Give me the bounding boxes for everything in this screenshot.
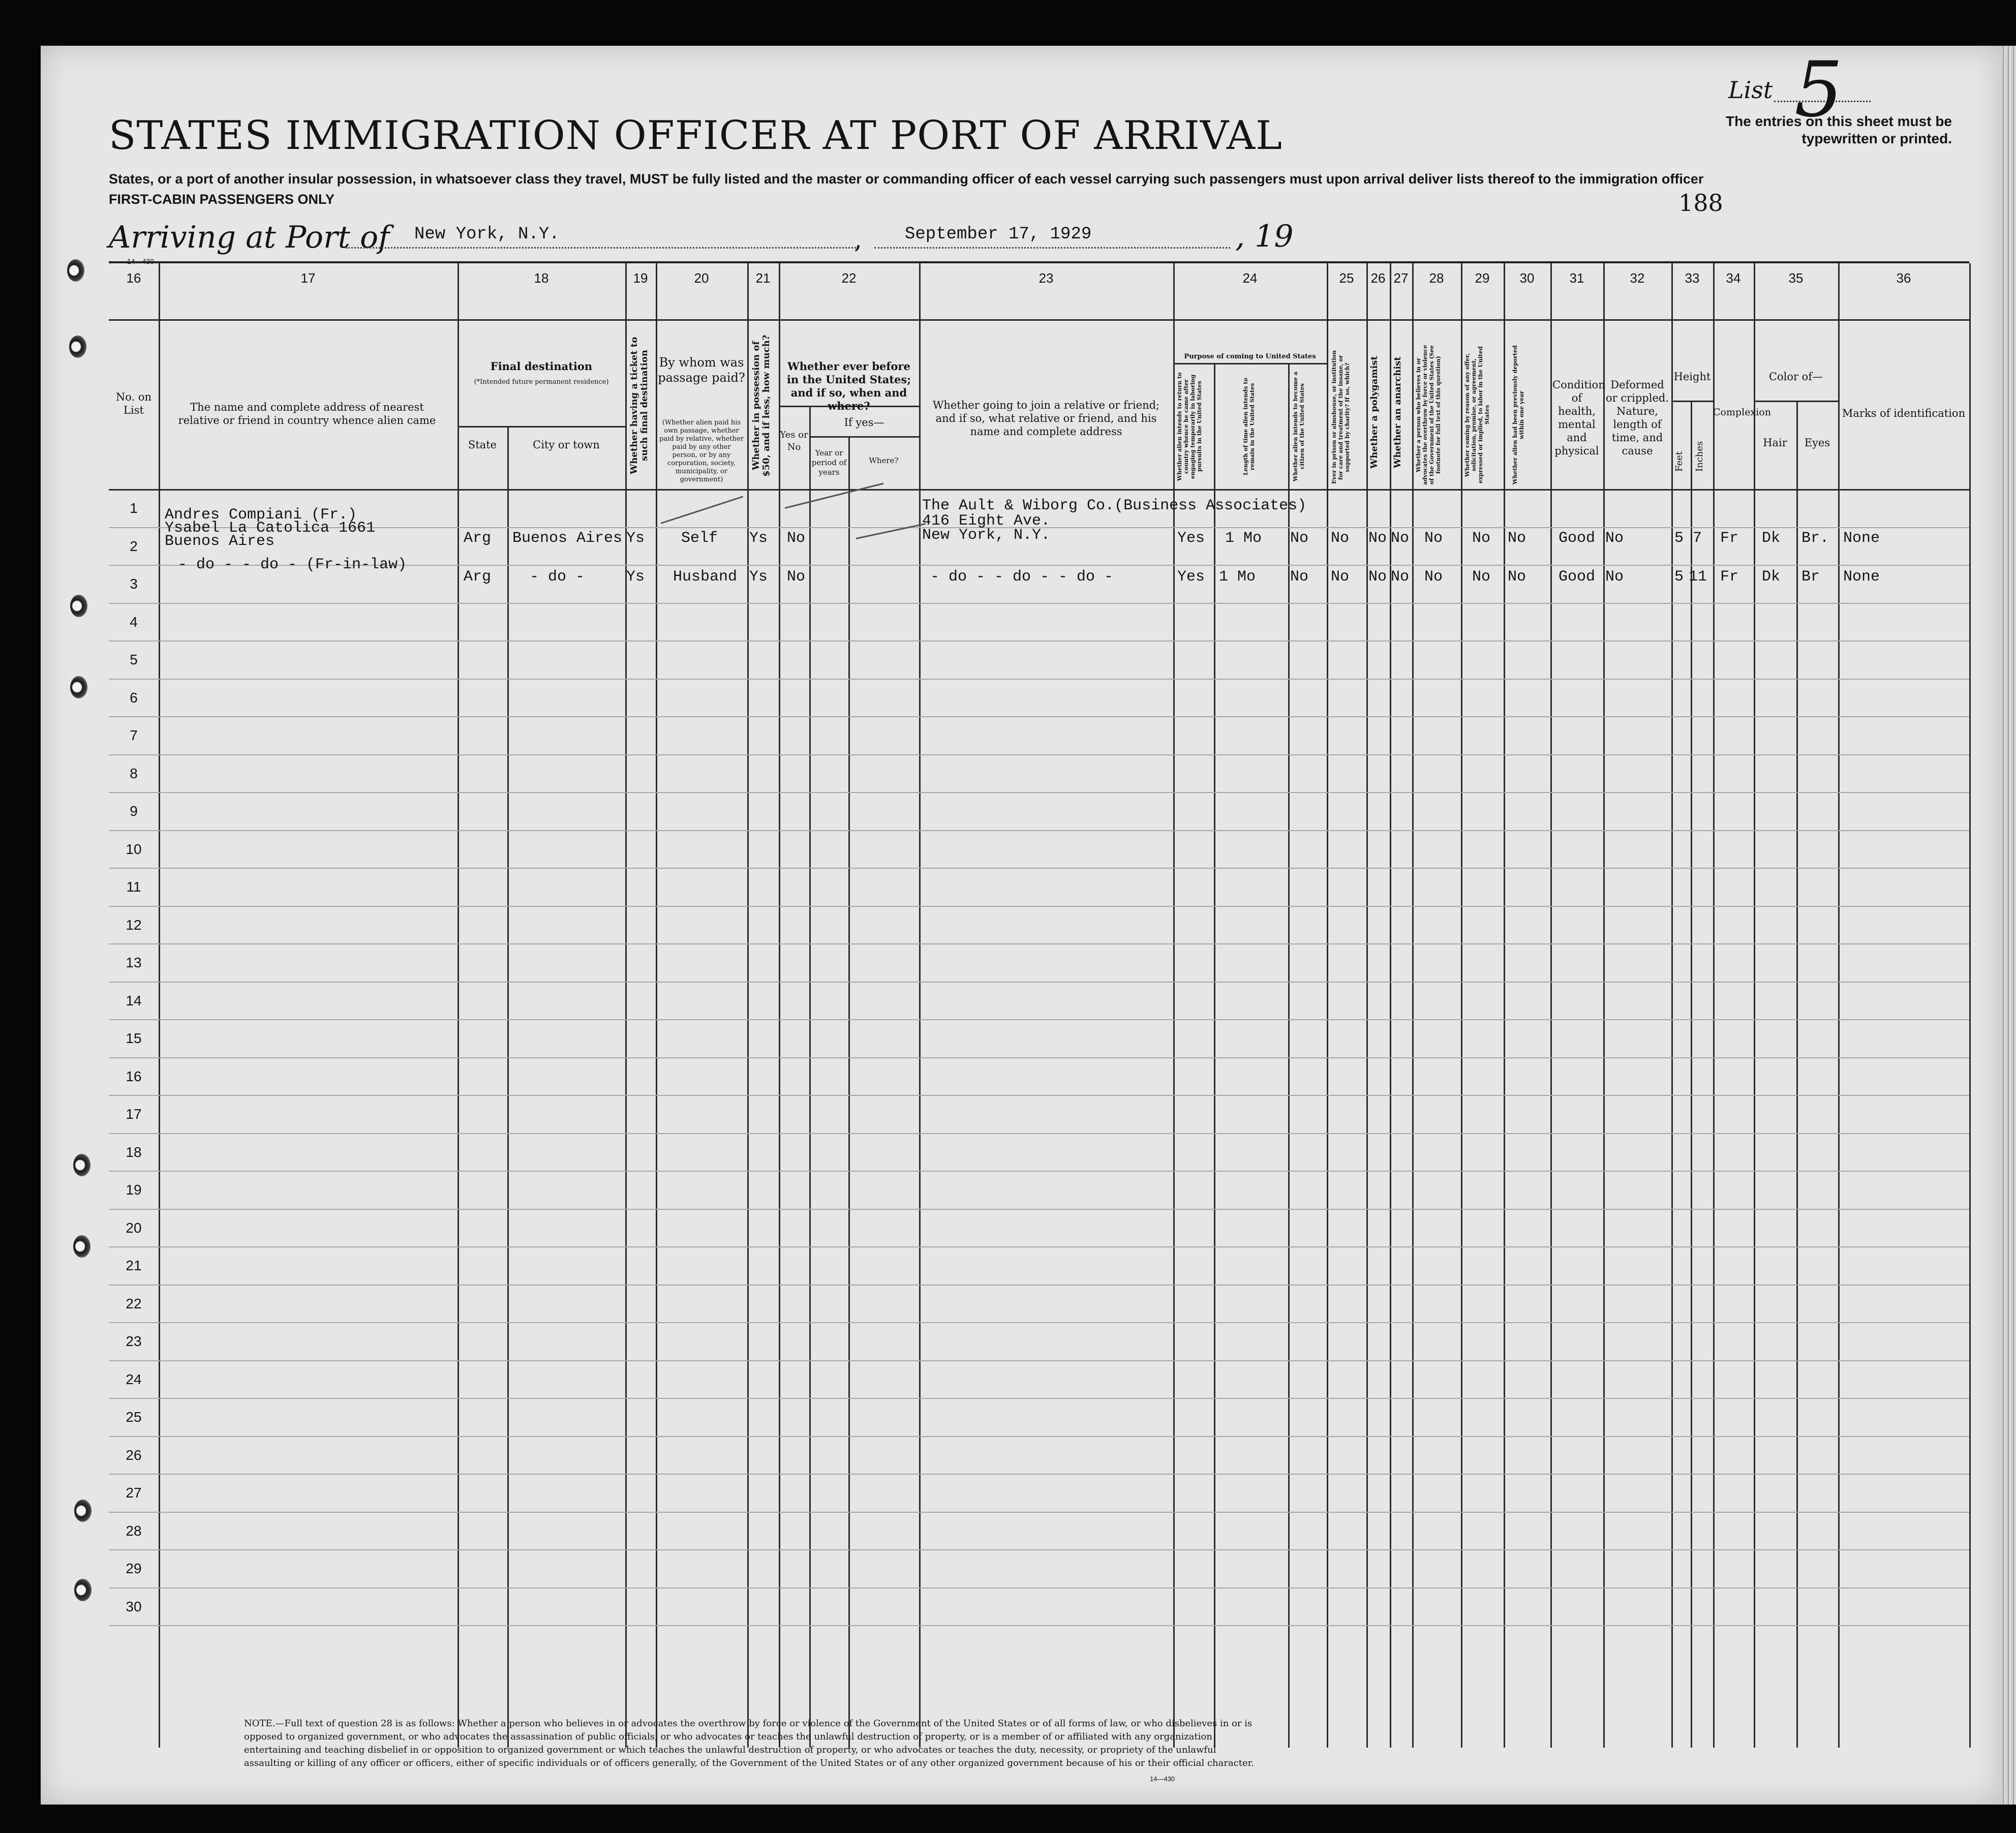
row-number: 2 xyxy=(130,538,138,554)
column-number: 36 xyxy=(1896,270,1911,286)
column-divider xyxy=(1550,263,1552,1748)
relative-name: Andres Compiani (Fr.) xyxy=(165,506,357,524)
polygamist-value: No xyxy=(1368,568,1387,586)
column-divider xyxy=(1504,263,1505,1748)
possession-value: Ys xyxy=(749,568,768,586)
arriving-label: Arriving at Port of xyxy=(109,220,390,255)
heading-overthrow: Whether a person who believes in or advocates the overthrow by force or violence of the Government of the United States (See footnote for full text of this question) xyxy=(1415,345,1442,485)
footer-form-number: 14—430 xyxy=(1150,1775,1175,1783)
inches-value: 7 xyxy=(1693,530,1702,547)
row-number: 6 xyxy=(130,689,138,706)
heading-polygamist: Whether a polygamist xyxy=(1369,356,1380,469)
row-rule xyxy=(109,868,1969,869)
column-divider xyxy=(1214,363,1215,1748)
overthrow-value: No xyxy=(1424,530,1443,547)
offer-value: No xyxy=(1472,530,1491,547)
heading-inches: Inches xyxy=(1694,441,1705,472)
length-value: 1 Mo xyxy=(1219,568,1256,586)
column-number: 28 xyxy=(1429,270,1444,286)
possession-value: Ys xyxy=(749,530,768,547)
row-number: 14 xyxy=(126,992,142,1009)
row-number: 23 xyxy=(126,1333,142,1349)
binder-hole-icon xyxy=(67,259,84,282)
heading-ever-before: Whether ever before in the United States; and if so, when and where? xyxy=(787,360,911,412)
join-address: 416 Eight Ave. xyxy=(922,512,1051,530)
heading-no-on-list: No. on List xyxy=(115,391,152,416)
table-rule xyxy=(109,489,1969,491)
heading-anarchist: Whether an anarchist xyxy=(1392,356,1403,468)
row-number: 12 xyxy=(126,916,142,933)
heading-if-yes: If yes— xyxy=(844,416,884,429)
instructions-line: FIRST-CABIN PASSENGERS ONLY xyxy=(109,192,335,207)
heading-complexion: Complexion xyxy=(1713,407,1771,418)
heading-by-whom: By whom was passage paid? xyxy=(658,355,745,385)
page-title: STATES IMMIGRATION OFFICER AT PORT OF ARRIVAL xyxy=(109,113,1282,159)
row-rule xyxy=(109,906,1969,907)
column-divider xyxy=(1288,363,1290,1748)
row-rule xyxy=(109,1285,1969,1286)
column-divider xyxy=(1412,263,1414,1748)
heading-yes-or-no: Yes or No xyxy=(780,430,808,452)
heading-eyes: Eyes xyxy=(1804,437,1830,449)
column-divider xyxy=(159,263,160,1748)
ever-before-value: No xyxy=(787,568,806,586)
table-rule xyxy=(809,436,919,438)
row-number: 3 xyxy=(130,576,138,592)
row-number: 5 xyxy=(130,652,138,667)
heading-feet: Feet xyxy=(1674,451,1685,472)
column-divider xyxy=(848,436,850,1748)
year-label: , 19 xyxy=(1235,219,1294,254)
column-number: 30 xyxy=(1519,270,1535,286)
row-rule xyxy=(109,830,1969,831)
row-rule xyxy=(109,1209,1969,1210)
binder-hole-icon xyxy=(74,1500,91,1522)
row-rule xyxy=(109,1587,1969,1588)
row-rule xyxy=(109,1171,1969,1172)
binder-hole-icon xyxy=(74,1579,91,1601)
row-number: 17 xyxy=(126,1106,142,1122)
join-city: New York, N.Y. xyxy=(922,527,1051,544)
column-divider xyxy=(1173,263,1175,1748)
row-rule xyxy=(109,943,1969,944)
deported-value: No xyxy=(1508,568,1526,586)
row-number: 13 xyxy=(126,955,142,970)
complexion-value: Fr xyxy=(1720,568,1739,586)
overthrow-value: No xyxy=(1424,568,1443,586)
row-rule xyxy=(109,1549,1969,1550)
column-divider xyxy=(747,263,749,1748)
polygamist-value: No xyxy=(1368,530,1387,547)
row-rule xyxy=(109,603,1969,604)
destination-city: Buenos Aires xyxy=(512,530,623,547)
column-number: 17 xyxy=(300,270,316,286)
heading-color-of: Color of— xyxy=(1768,371,1823,383)
row-number: 11 xyxy=(126,879,141,895)
row-rule xyxy=(109,754,1969,755)
heading-deformed: Deformed or crippled. Nature, length of time, and cause xyxy=(1605,379,1669,457)
binder-hole-icon xyxy=(70,595,87,617)
marks-value: None xyxy=(1843,530,1880,547)
row-number: 15 xyxy=(126,1030,142,1046)
column-number: 18 xyxy=(534,270,549,286)
column-number: 23 xyxy=(1038,270,1054,286)
offer-value: No xyxy=(1472,568,1491,586)
eyes-value: Br. xyxy=(1801,530,1829,547)
relative-address: Ysabel La Catolica 1661 xyxy=(165,520,376,537)
row-number: 9 xyxy=(130,803,138,819)
row-number: 28 xyxy=(126,1522,142,1539)
column-divider xyxy=(457,263,459,1748)
row-number: 4 xyxy=(130,614,138,630)
feet-value: 5 xyxy=(1674,530,1684,547)
length-value: 1 Mo xyxy=(1225,530,1262,547)
row-number: 26 xyxy=(126,1447,142,1463)
column-number: 21 xyxy=(755,270,771,286)
row-rule xyxy=(109,679,1969,680)
hair-value: Dk xyxy=(1762,530,1781,547)
column-divider xyxy=(1390,263,1391,1748)
column-divider xyxy=(625,263,627,1748)
column-divider xyxy=(1327,263,1328,1748)
check-stroke xyxy=(661,496,744,524)
row-number: 16 xyxy=(126,1068,142,1084)
instructions xyxy=(109,169,1704,209)
ever-before-value: No xyxy=(787,530,806,547)
prison-value: No xyxy=(1331,530,1350,547)
column-divider xyxy=(656,263,657,1748)
row-number: 21 xyxy=(126,1258,142,1273)
citizen-value: No xyxy=(1290,530,1309,547)
binder-hole-icon xyxy=(69,335,86,358)
row-number: 24 xyxy=(126,1371,142,1387)
marks-value: None xyxy=(1843,568,1880,586)
ticket-value: Ys xyxy=(626,568,645,586)
return-value: Yes xyxy=(1177,568,1205,586)
health-value: Good xyxy=(1559,568,1596,586)
heading-final-destination: Final destination xyxy=(490,360,593,373)
column-number: 33 xyxy=(1685,270,1700,286)
row-rule xyxy=(109,792,1969,793)
column-number: 35 xyxy=(1788,270,1804,286)
page-edge xyxy=(2001,46,2016,1805)
table-rule xyxy=(1173,363,1327,364)
row-rule xyxy=(109,716,1969,717)
table-rule xyxy=(1671,401,1713,402)
column-divider xyxy=(1671,263,1673,1748)
column-divider xyxy=(1366,263,1368,1748)
heading-purpose-citizen: Whether alien intends to become a citizen of the United States xyxy=(1292,372,1305,481)
join-name: - do - - do - - do - xyxy=(930,568,1114,586)
row-number: 29 xyxy=(126,1561,142,1576)
anarchist-value: No xyxy=(1391,530,1410,547)
table-rule xyxy=(457,426,625,427)
row-rule xyxy=(109,982,1969,983)
heading-hair: Hair xyxy=(1763,437,1787,449)
heading-purpose-length: Length of time alien intends to remain in the United States xyxy=(1242,378,1256,475)
sheet-number: 188 xyxy=(1678,189,1723,217)
relative-city: Buenos Aires xyxy=(165,533,275,550)
deformed-value: No xyxy=(1605,530,1624,547)
footer-note: NOTE.—Full text of question 28 is as follows: Whether a person who believes in or advocates the overthrow by force or violence of the Government of the United States or of all forms of law, or who disbelieves in or is opposed to organized government, or who advocates the assassination of public officials, or who advocates or teaches the unlawful destruction of property, or is a member of or affiliated with any organization entertaining and teaching disbelief in or opposition to organized government or which teaches the unlawful destruction of property, or who advocates or teaches the duty, necessity, or propriety of the unlawful assaulting or killing of any officer or officers, either of specific individuals or of officers generally, of the Government of the United States or of any other organized government because of his or their official character. xyxy=(244,1718,1255,1768)
ticket-value: Ys xyxy=(626,530,645,547)
heading-nearest-relative: The name and complete address of nearest relative or friend in country whence alien came xyxy=(178,401,436,426)
row-rule xyxy=(109,1436,1969,1437)
heading-marks: Marks of identification xyxy=(1842,407,1966,419)
citizen-value: No xyxy=(1290,568,1309,586)
port-value: New York, N.Y. xyxy=(414,225,560,244)
heading-year-period: Year or period of years xyxy=(811,448,847,477)
row-rule xyxy=(109,1057,1969,1058)
binder-hole-icon xyxy=(70,676,87,698)
row-rule xyxy=(109,1398,1969,1399)
heading-health: Condition of health, mental and physical xyxy=(1552,379,1605,457)
row-number: 30 xyxy=(126,1598,142,1614)
feet-value: 5 xyxy=(1674,568,1684,586)
heading-join-relative: Whether going to join a relative or friend; and if so, what relative or friend, and his name and complete address xyxy=(932,399,1160,438)
relative-name: - do - - do - (Fr-in-law) xyxy=(178,556,407,573)
row-number: 8 xyxy=(130,765,138,781)
row-number: 20 xyxy=(126,1219,142,1236)
column-divider xyxy=(1461,263,1462,1748)
row-rule xyxy=(109,1019,1969,1020)
check-stroke xyxy=(856,523,926,539)
heading-purpose-return: Whether alien intends to return to country whence he came after engaging temporarily in laboring pursuits in the United States xyxy=(1176,372,1203,481)
column-divider xyxy=(1969,263,1971,1748)
paid-by-value: Husband xyxy=(673,568,738,586)
row-rule xyxy=(109,1625,1969,1626)
manifest-table xyxy=(109,261,1969,1778)
row-rule xyxy=(109,1133,1969,1134)
row-number: 27 xyxy=(126,1485,142,1501)
column-number: 16 xyxy=(126,270,141,286)
row-number: 1 xyxy=(130,500,138,516)
column-divider xyxy=(1713,263,1715,1748)
hair-value: Dk xyxy=(1762,568,1781,586)
row-number: 7 xyxy=(130,727,138,743)
list-number: 5 xyxy=(1794,46,1843,134)
row-rule xyxy=(109,640,1969,641)
column-number: 26 xyxy=(1370,270,1386,286)
anarchist-value: No xyxy=(1391,568,1410,586)
column-number: 25 xyxy=(1339,270,1354,286)
heading-where: Where? xyxy=(869,456,899,465)
destination-state: Arg xyxy=(464,530,492,547)
manifest-sheet xyxy=(41,46,2001,1805)
column-divider xyxy=(779,263,780,1748)
heading-ticket: Whether having a ticket to such final destination xyxy=(629,337,650,475)
heading-height: Height xyxy=(1673,371,1711,383)
row-number: 19 xyxy=(126,1182,142,1198)
row-rule xyxy=(109,1474,1969,1475)
binder-hole-icon xyxy=(73,1154,90,1176)
return-value: Yes xyxy=(1177,530,1205,547)
destination-city: - do - xyxy=(530,568,585,586)
deported-value: No xyxy=(1508,530,1526,547)
row-number: 25 xyxy=(126,1409,142,1425)
check-stroke xyxy=(785,483,884,509)
instructions-line: States, or a port of another insular possession, in whatsoever class they travel, MUST be fully listed and the master or commanding officer of each vessel carrying such passengers must upon arrival deliver lists thereof to the immigration officer xyxy=(109,171,1704,187)
table-rule xyxy=(109,319,1969,321)
column-divider xyxy=(809,406,811,1748)
inches-value: 11 xyxy=(1689,568,1707,586)
deformed-value: No xyxy=(1605,568,1624,586)
heading-prison: Ever in prison or almshouse, or institution for care and treatment of the insane, or supported by charity? If so, which? xyxy=(1331,350,1351,484)
health-value: Good xyxy=(1559,530,1596,547)
paid-by-value: Self xyxy=(681,530,718,547)
column-number: 32 xyxy=(1630,270,1645,286)
heading-by-whom-note: (Whether alien paid his own passage, whether paid by relative, whether paid by any other person, or by any corporation, society, municipality, or government) xyxy=(659,419,744,483)
heading-purpose: Purpose of coming to United States xyxy=(1184,353,1316,360)
port-line xyxy=(346,247,859,249)
column-number: 29 xyxy=(1475,270,1490,286)
form-number: 14—430 xyxy=(127,257,154,265)
binder-hole-icon xyxy=(73,1235,90,1258)
row-number: 10 xyxy=(126,841,142,857)
column-divider xyxy=(1838,263,1840,1748)
row-rule xyxy=(109,1322,1969,1323)
row-number: 22 xyxy=(126,1295,142,1311)
list-label: List xyxy=(1728,76,1773,104)
entries-note: The entries on this sheet must be typewritten or printed. xyxy=(1726,113,1952,146)
separator: , xyxy=(854,225,862,254)
column-number: 34 xyxy=(1726,270,1741,286)
eyes-value: Br xyxy=(1801,568,1820,586)
destination-state: Arg xyxy=(464,568,492,586)
prison-value: No xyxy=(1331,568,1350,586)
arrival-date: September 17, 1929 xyxy=(905,225,1092,244)
row-rule xyxy=(109,1360,1969,1361)
row-rule xyxy=(109,1512,1969,1513)
table-rule xyxy=(1754,401,1838,402)
column-divider xyxy=(1754,263,1755,1748)
column-divider xyxy=(919,263,921,1748)
column-number: 20 xyxy=(694,270,709,286)
heading-possession: Whether in possession of $50, and if less, how much? xyxy=(751,334,772,477)
heading-final-destination-note: (*Intended future permanent residence) xyxy=(474,378,609,386)
date-line xyxy=(874,247,1230,249)
column-number: 31 xyxy=(1569,270,1584,286)
heading-city: City or town xyxy=(533,439,600,451)
column-divider xyxy=(1603,263,1605,1748)
row-rule xyxy=(109,1095,1969,1096)
column-number: 19 xyxy=(633,270,648,286)
heading-deported: Whether alien had been previously deported within one year xyxy=(1512,345,1525,484)
column-number: 24 xyxy=(1242,270,1258,286)
row-rule xyxy=(109,1246,1969,1247)
column-number: 27 xyxy=(1393,270,1409,286)
row-number: 18 xyxy=(126,1144,142,1160)
complexion-value: Fr xyxy=(1720,530,1739,547)
heading-state: State xyxy=(468,439,497,451)
join-name: The Ault & Wiborg Co.(Business Associates) xyxy=(922,497,1307,514)
heading-offer: Whether coming by reason of any offer, solicitation, promise, or agreement, expressed or implied, to labor in the United States xyxy=(1464,346,1490,483)
column-number: 22 xyxy=(841,270,857,286)
